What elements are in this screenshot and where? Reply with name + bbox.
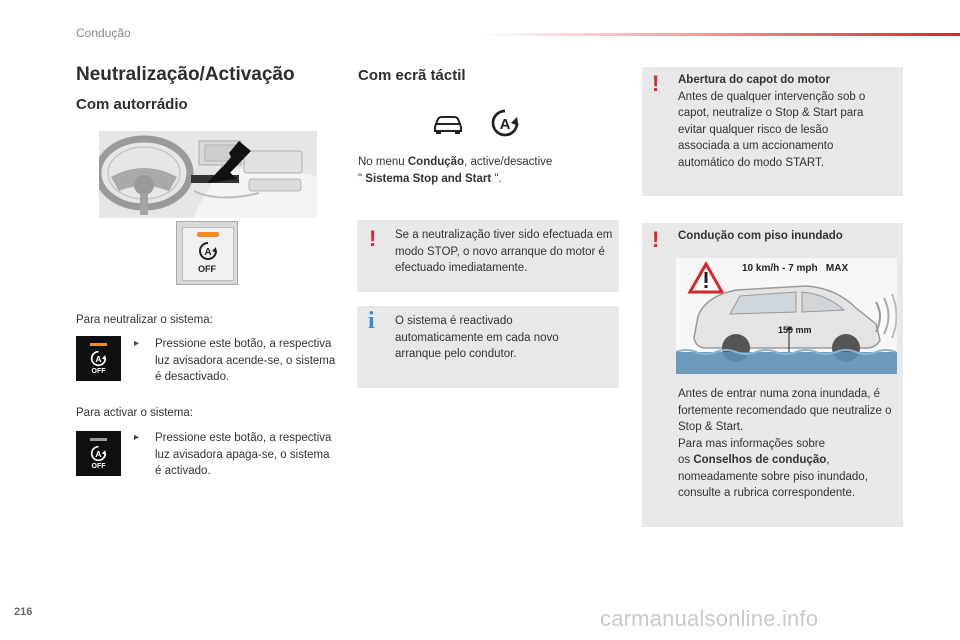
flood-text-bold: Conselhos de condução: [693, 454, 827, 466]
menu-suffix: , active/desactive: [464, 156, 553, 168]
off-button-illustration: [176, 221, 238, 285]
info-box: [357, 306, 619, 388]
bullet-icon: ▸: [134, 432, 140, 443]
off-label: OFF: [198, 264, 216, 274]
stop-start-a-icon: [490, 108, 520, 138]
hood-warning-text: Antes de qualquer intervenção sob o capot, neutralize o Stop & Start para evitar qualquer risco de lesão associada a um accionamento automático do modo START.: [678, 90, 866, 169]
quote-close: ".: [491, 172, 502, 185]
flood-text: [678, 386, 900, 502]
bullet-icon: ▸: [134, 338, 140, 349]
neutralize-intro: Para neutralizar o sistema:: [76, 314, 213, 326]
page-number: 216: [14, 606, 33, 618]
flood-depth-label: 150 mm: [778, 325, 812, 335]
header-divider: [480, 33, 960, 36]
watermark: carmanualsonline.info: [600, 606, 819, 631]
activate-intro: Para activar o sistema:: [76, 407, 193, 419]
off-button-icon: [76, 336, 121, 381]
svg-text:A: A: [95, 448, 102, 459]
quote-open: ": [358, 172, 366, 185]
section-title-touchscreen: Com ecrã táctil: [358, 67, 466, 84]
hood-warning-box: [642, 67, 903, 196]
flood-title-text: Condução com piso inundado: [678, 230, 843, 242]
flood-text-prefix: os: [678, 454, 694, 466]
neutralize-step: Pressione este botão, a respectiva luz avisadora acende-se, o sistema é desactivado.: [155, 338, 336, 383]
exclamation-icon: !: [652, 227, 660, 252]
menu-instruction: [358, 154, 588, 187]
menu-item-name: Sistema Stop and Start: [365, 172, 492, 185]
flood-illustration: [676, 258, 897, 374]
stop-start-a-icon: [198, 241, 218, 261]
page-title: Neutralização/Activação: [76, 64, 295, 85]
menu-prefix: No menu: [358, 156, 408, 168]
section-subtitle-radio: Com autorrádio: [76, 96, 188, 113]
flood-speed-label: 10 km/h - 7 mph MAX: [742, 263, 849, 274]
info-icon: i: [368, 308, 375, 334]
off-label: OFF: [91, 463, 106, 470]
hood-warning-title: Abertura do capot do motor: [678, 74, 831, 86]
flood-box: [642, 223, 903, 527]
off-button-icon: [76, 431, 121, 476]
svg-text:A: A: [499, 116, 511, 133]
flood-text-comma: ,: [826, 454, 830, 466]
dashboard-illustration: [99, 131, 317, 218]
flood-text-1: Antes de entrar numa zona inundada, é fortemente recomendado que neutralize o Stop & Start.: [678, 388, 892, 433]
svg-text:A: A: [95, 353, 102, 364]
activate-step: Pressione este botão, a respectiva luz avisadora apaga-se, o sistema é activado.: [155, 432, 332, 477]
hood-warning: [678, 72, 870, 171]
section-label: Condução: [76, 26, 131, 40]
info-text: O sistema é reactivado automaticamente em cada novo arranque pelo condutor.: [395, 315, 559, 360]
off-label: OFF: [91, 368, 106, 375]
car-icon: [432, 113, 464, 135]
warning-box: [357, 220, 619, 292]
flood-text-3: nomeadamente sobre piso inundado, consulte a rubrica correspondente.: [678, 470, 868, 499]
exclamation-icon: !: [369, 226, 377, 251]
flood-title: [678, 228, 843, 245]
indicator-light: [197, 232, 219, 237]
menu-name: Condução: [407, 156, 465, 168]
warning-text: Se a neutralização tiver sido efectuada em modo STOP, o novo arranque do motor é efectuado imediatamente.: [395, 229, 613, 274]
exclamation-icon: !: [652, 71, 660, 96]
svg-text:A: A: [204, 247, 212, 258]
flood-text-2: Para mas informações sobre: [678, 437, 826, 450]
